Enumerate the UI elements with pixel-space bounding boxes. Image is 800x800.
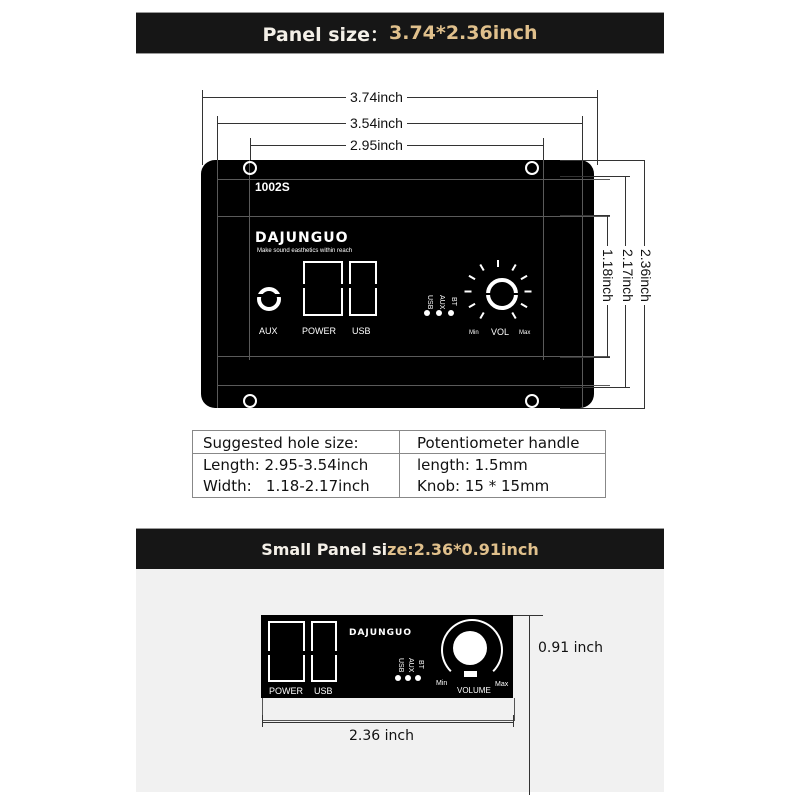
- led-usb-icon: [395, 675, 401, 681]
- power-label: POWER: [269, 686, 304, 696]
- led-usb-label: USB: [397, 658, 404, 673]
- volume-label: VOL: [491, 327, 510, 337]
- width-outer-label: 3.74inch: [346, 89, 407, 105]
- small-panel-size-label: Small Panel si: [261, 539, 388, 559]
- volume-max-label: Max: [519, 330, 531, 336]
- mount-hole-icon: [525, 161, 539, 175]
- volume-max-label: Max: [495, 681, 509, 688]
- spec-table: [192, 430, 606, 498]
- model-label: 1002S: [255, 180, 290, 194]
- volume-indicator-icon: [464, 671, 477, 677]
- small-panel-outline: [262, 698, 515, 721]
- led-aux-icon: [405, 675, 411, 681]
- brand-logo: DAJUNGUO: [349, 628, 412, 638]
- led-bt-label: BT: [450, 297, 457, 306]
- small-panel-size-banner: [136, 528, 664, 570]
- potentiometer-header: Potentiometer handle: [417, 434, 580, 452]
- tagline: Make sound easthetics within reach: [257, 248, 353, 254]
- hole-length: Length: 2.95-3.54inch: [203, 456, 369, 474]
- volume-label: VOLUME: [457, 686, 491, 695]
- aux-label: AUX: [259, 326, 278, 336]
- small-height-label: 0.91 inch: [538, 640, 603, 656]
- power-label: POWER: [302, 326, 337, 336]
- height-mid-label: 2.17inch: [620, 246, 636, 305]
- mount-hole-icon: [243, 161, 257, 175]
- mount-hole-icon: [525, 394, 539, 408]
- aux-jack-icon: [257, 287, 281, 311]
- led-bt-icon: [415, 675, 421, 681]
- led-aux-label: AUX: [407, 658, 414, 673]
- panel-size-label: Panel size：: [262, 23, 389, 46]
- led-bt-label: BT: [417, 660, 424, 669]
- led-aux-icon: [436, 310, 442, 316]
- led-aux-label: AUX: [438, 295, 445, 310]
- panel-size-value: 3.74*2.36inch: [389, 22, 538, 44]
- small-panel: [261, 615, 513, 698]
- hole-width: Width: 1.18-2.17inch: [203, 477, 370, 495]
- usb-port-icon: [311, 621, 337, 651]
- hole-size-header: Suggested hole size:: [203, 434, 359, 452]
- volume-knob-icon[interactable]: [453, 631, 487, 665]
- usb-port-icon: [349, 261, 377, 284]
- power-display-icon: [268, 621, 305, 651]
- small-panel-size-value: ze:2.36*0.91inch: [387, 539, 539, 559]
- power-display-icon: [303, 261, 343, 284]
- led-usb-label: USB: [426, 295, 433, 310]
- volume-min-label: Min: [469, 330, 479, 336]
- led-usb-icon: [424, 310, 430, 316]
- volume-min-label: Min: [436, 680, 448, 687]
- led-bt-icon: [448, 310, 454, 316]
- width-mid-label: 3.54inch: [346, 115, 407, 131]
- large-panel: [201, 160, 594, 408]
- panel-size-banner: [136, 12, 664, 54]
- usb-label: USB: [352, 326, 371, 336]
- width-inner-label: 2.95inch: [346, 137, 407, 153]
- height-inner-label: 1.18inch: [600, 246, 616, 305]
- potentiometer-length: length: 1.5mm: [417, 456, 528, 474]
- small-width-label: 2.36 inch: [349, 728, 414, 744]
- usb-label: USB: [314, 686, 333, 696]
- brand-logo: DAJUNGUO: [255, 230, 349, 246]
- height-outer-label: 2.36inch: [638, 246, 654, 305]
- mount-hole-icon: [243, 394, 257, 408]
- knob-size: Knob: 15 * 15mm: [417, 477, 550, 495]
